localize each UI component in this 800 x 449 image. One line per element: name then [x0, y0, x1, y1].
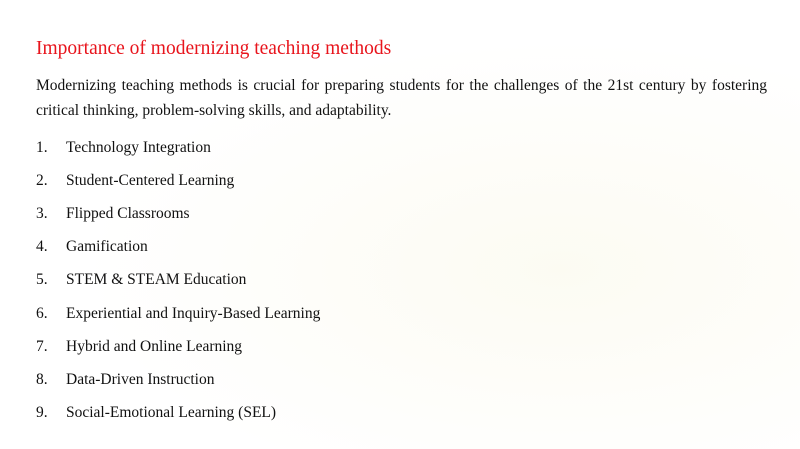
list-item-label: Gamification — [66, 238, 148, 256]
list-item — [36, 131, 320, 164]
list-item — [36, 363, 320, 396]
list-item — [36, 164, 320, 197]
slide-title: Importance of modernizing teaching methods — [36, 38, 392, 59]
list-item — [36, 297, 320, 330]
list-item — [36, 197, 320, 230]
list-item-label: Flipped Classrooms — [66, 204, 190, 222]
list-number: 4. — [36, 238, 48, 256]
list-number: 6. — [36, 304, 48, 322]
intro-paragraph: Modernizing teaching methods is crucial for preparing students for the challenges of the 21st century by fostering critical thinking, problem-solving skills, and adaptability. — [36, 77, 767, 119]
list-item — [36, 264, 320, 297]
list-number: 7. — [36, 337, 48, 355]
list-item — [36, 330, 320, 363]
list-item-label: Social-Emotional Learning (SEL) — [66, 404, 277, 422]
list-item-label: Student-Centered Learning — [66, 171, 235, 189]
list-number: 8. — [36, 370, 48, 388]
list-number: 2. — [36, 171, 48, 189]
list-item — [36, 231, 320, 264]
list-number: 1. — [36, 138, 48, 156]
list-item-label: Data-Driven Instruction — [66, 370, 215, 388]
list-item — [36, 397, 320, 430]
list-number: 3. — [36, 204, 48, 222]
list-number: 5. — [36, 271, 48, 289]
list-item-label: Technology Integration — [66, 138, 211, 156]
list-item-label: STEM & STEAM Education — [66, 271, 247, 289]
list-item-label: Experiential and Inquiry-Based Learning — [66, 304, 321, 322]
list-number: 9. — [36, 404, 48, 422]
methods-list — [36, 131, 320, 430]
list-item-label: Hybrid and Online Learning — [66, 337, 243, 355]
